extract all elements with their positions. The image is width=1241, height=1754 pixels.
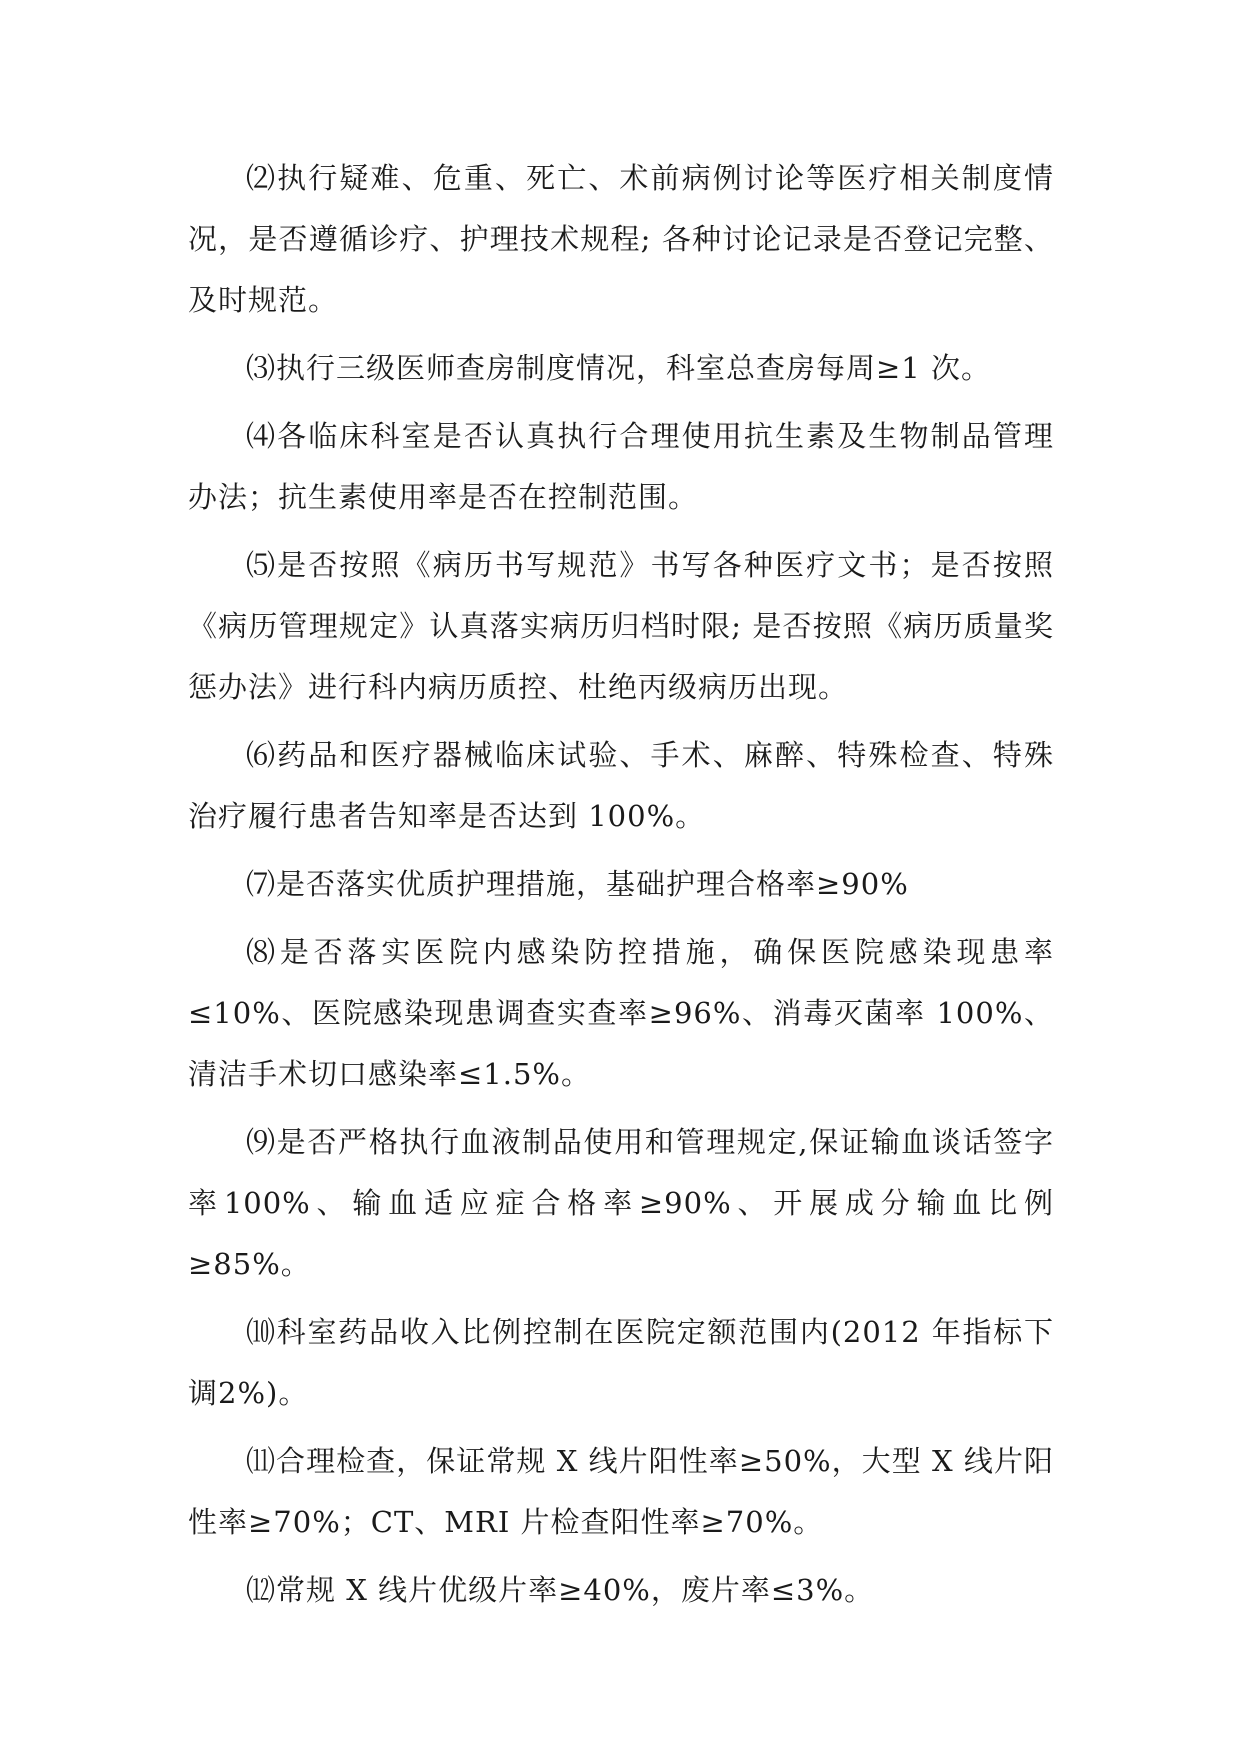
- paragraph-item-5: ⑸是否按照《病历书写规范》书写各种医疗文书；是否按照《病历管理规定》认真落实病历归档时限; 是否按照《病历质量奖惩办法》进行科内病历质控、杜绝丙级病历出现。: [188, 548, 1054, 704]
- paragraph-item-12: ⑿常规 X 线片优级片率≥40%，废片率≤3%。: [246, 1573, 875, 1607]
- document-body: [188, 148, 1054, 1628]
- paragraph-item-7: ⑺是否落实优质护理措施，基础护理合格率≥90%: [246, 867, 909, 901]
- paragraph-item-3: ⑶执行三级医师查房制度情况，科室总查房每周≥1 次。: [246, 351, 991, 385]
- paragraph-item-4: ⑷各临床科室是否认真执行合理使用抗生素及生物制品管理办法；抗生素使用率是否在控制范围。: [188, 419, 1054, 514]
- paragraph-item-9: ⑼是否严格执行血液制品使用和管理规定,保证输血谈话签字率100%、输血适应症合格率≥90%、开展成分输血比例≥85%。: [188, 1125, 1054, 1281]
- paragraph-item-10: ⑽科室药品收入比例控制在医院定额范围内(2012 年指标下调2%)。: [188, 1315, 1054, 1410]
- paragraph-item-2: ⑵执行疑难、危重、死亡、术前病例讨论等医疗相关制度情况，是否遵循诊疗、护理技术规程; 各种讨论记录是否登记完整、及时规范。: [188, 161, 1054, 317]
- paragraph-item-6: ⑹药品和医疗器械临床试验、手术、麻醉、特殊检查、特殊治疗履行患者告知率是否达到 100%。: [188, 738, 1054, 833]
- paragraph-item-11: ⑾合理检查，保证常规 X 线片阳性率≥50%，大型 X 线片阳性率≥70%；CT、MRI 片检查阳性率≥70%。: [188, 1444, 1054, 1539]
- paragraph-item-8: ⑻是否落实医院内感染防控措施，确保医院感染现患率≤10%、医院感染现患调查实查率≥96%、消毒灭菌率 100%、清洁手术切口感染率≤1.5%。: [188, 935, 1054, 1091]
